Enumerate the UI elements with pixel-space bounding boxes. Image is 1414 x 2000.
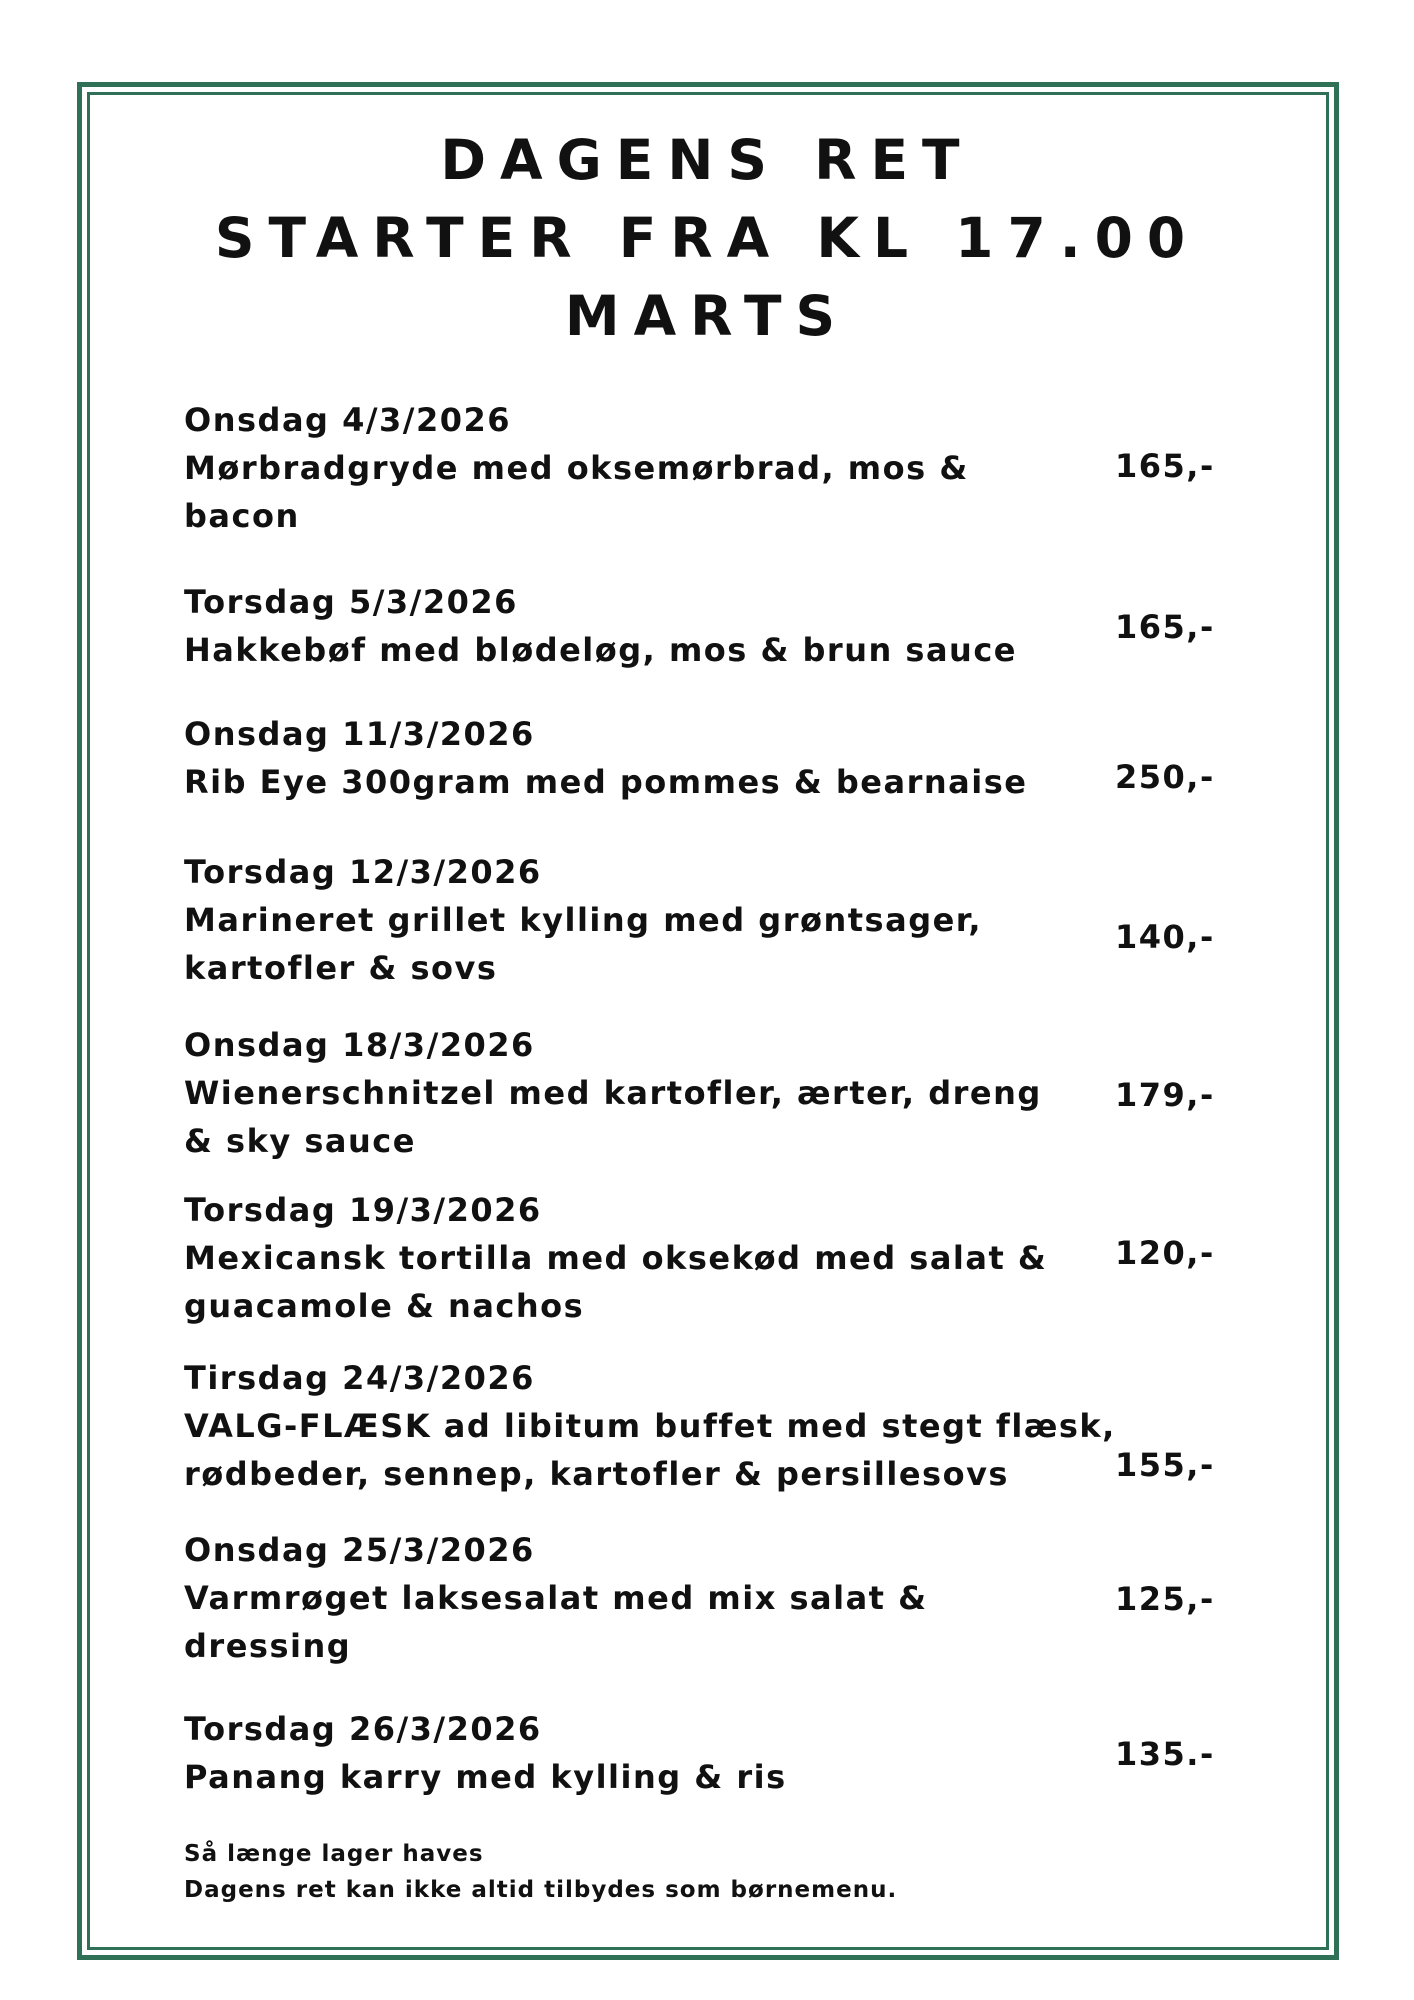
entry-dish-line-1: Hakkebøf med blødeløg, mos & brun sauce	[184, 631, 1017, 669]
menu-entry	[184, 578, 1224, 674]
entry-price: 179,-	[1115, 1076, 1215, 1114]
menu-entry	[184, 396, 1224, 540]
entry-price: 135.-	[1115, 1735, 1215, 1773]
entry-price: 165,-	[1115, 447, 1215, 485]
entry-date: Onsdag 18/3/2026	[184, 1026, 535, 1064]
entry-date: Onsdag 11/3/2026	[184, 715, 535, 753]
entry-date: Tirsdag 24/3/2026	[184, 1359, 535, 1397]
entry-dish-line-1: Mexicansk tortilla med oksekød med salat &	[184, 1239, 1048, 1277]
entry-price: 140,-	[1115, 918, 1215, 956]
entry-dish-line-1: Panang karry med kylling & ris	[184, 1758, 787, 1796]
footnote-children-menu: Dagens ret kan ikke altid tilbydes som børnemenu.	[184, 1877, 898, 1903]
entry-dish-line-2: kartofler & sovs	[184, 949, 498, 987]
entry-price: 155,-	[1115, 1446, 1215, 1484]
menu-entry	[184, 1186, 1224, 1330]
menu-entry	[184, 710, 1224, 806]
entry-dish-line-1: Rib Eye 300gram med pommes & bearnaise	[184, 763, 1028, 801]
title-line-1: DAGENS RET	[440, 128, 974, 192]
entry-date: Torsdag 26/3/2026	[184, 1710, 542, 1748]
menu-entry	[184, 1705, 1224, 1801]
entry-price: 125,-	[1115, 1580, 1215, 1618]
entry-dish-line-1: Marineret grillet kylling med grøntsager,	[184, 901, 983, 939]
entry-price: 120,-	[1115, 1234, 1215, 1272]
entry-dish-line-1: Varmrøget laksesalat med mix salat &	[184, 1579, 928, 1617]
entry-date: Onsdag 25/3/2026	[184, 1531, 535, 1569]
entry-date: Onsdag 4/3/2026	[184, 401, 512, 439]
menu-entry	[184, 1354, 1224, 1498]
menu-entry	[184, 1021, 1224, 1165]
entry-dish-line-1: Wienerschnitzel med kartofler, ærter, dreng	[184, 1074, 1042, 1112]
entry-date: Torsdag 19/3/2026	[184, 1191, 542, 1229]
entry-dish-line-2: guacamole & nachos	[184, 1287, 585, 1325]
entry-dish-line-2: dressing	[184, 1627, 352, 1665]
footnote-stock: Så længe lager haves	[184, 1841, 484, 1867]
entry-date: Torsdag 5/3/2026	[184, 583, 518, 621]
entry-price: 250,-	[1115, 758, 1215, 796]
title-line-2: STARTER FRA KL 17.00	[214, 206, 1200, 270]
entry-dish-line-1: Mørbradgryde med oksemørbrad, mos &	[184, 449, 969, 487]
entry-dish-line-2: rødbeder, sennep, kartofler & persillesovs	[184, 1455, 1009, 1493]
entry-price: 165,-	[1115, 608, 1215, 646]
menu-entry	[184, 848, 1224, 992]
entry-dish-line-2: & sky sauce	[184, 1122, 416, 1160]
entry-dish-line-1: VALG-FLÆSK ad libitum buffet med stegt flæsk,	[184, 1407, 1116, 1445]
title-line-3: MARTS	[564, 284, 850, 348]
menu-entry	[184, 1526, 1224, 1670]
entry-dish-line-2: bacon	[184, 497, 300, 535]
entry-date: Torsdag 12/3/2026	[184, 853, 542, 891]
